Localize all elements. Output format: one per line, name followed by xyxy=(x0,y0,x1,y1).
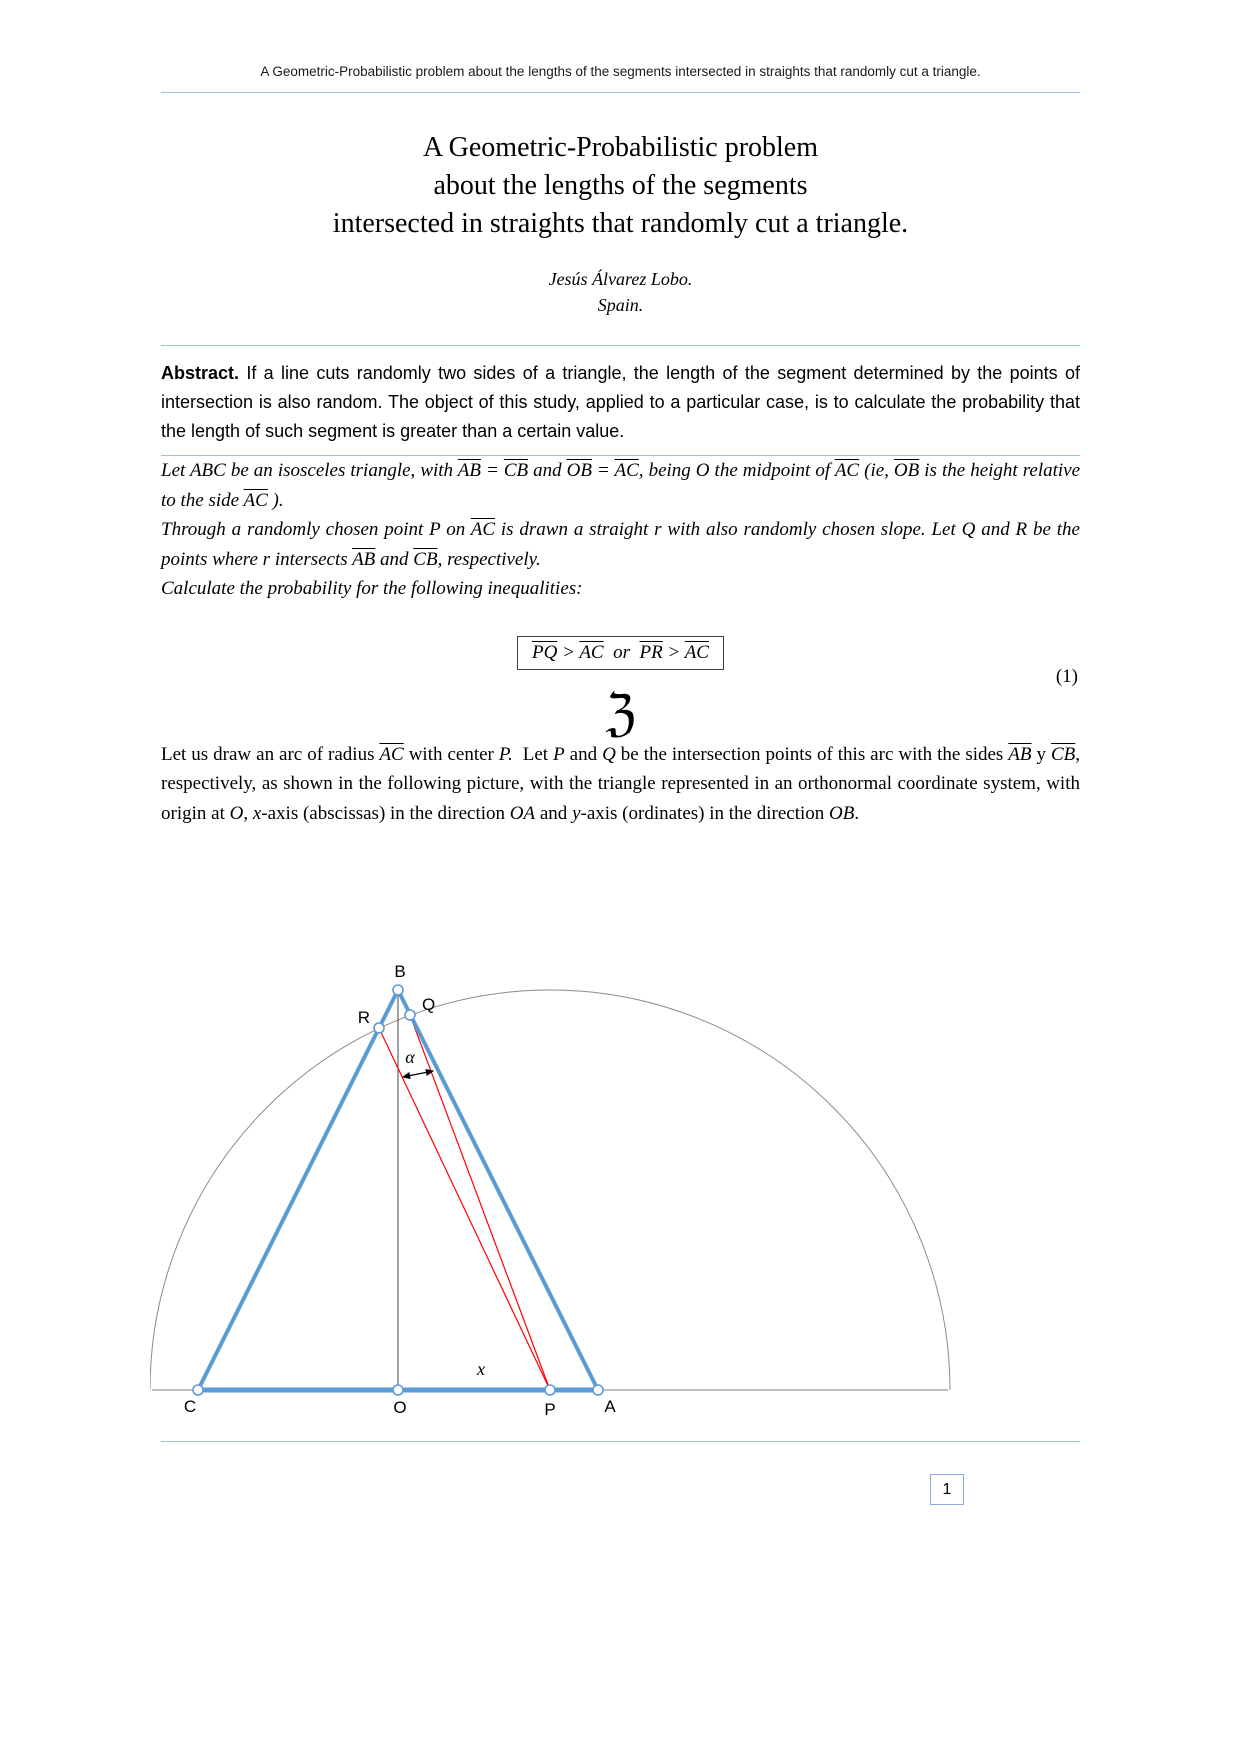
vertex-marker-a xyxy=(593,1385,603,1395)
text-run: $\overline{AC}$ xyxy=(614,460,639,481)
text-run: O xyxy=(229,802,244,824)
paragraph-arc-construction xyxy=(161,740,1085,829)
text-run: y xyxy=(1031,743,1051,765)
point-marker-p xyxy=(545,1385,555,1395)
text-run: $\overline{AB}$ xyxy=(457,460,481,481)
abstract-label: Abstract. xyxy=(161,363,240,383)
paragraph-triangle-definition xyxy=(161,456,1085,515)
running-header: A Geometric-Probabilistic problem about the lengths of the segments intersected in straights that randomly cut a triangle. xyxy=(260,64,981,79)
text-run: and xyxy=(564,743,603,765)
point-marker-r xyxy=(374,1023,384,1033)
label-p: P xyxy=(544,1400,556,1419)
text-run: is the height relative to the side xyxy=(161,460,1085,511)
text-run: $\overline{AC}$ xyxy=(243,489,268,511)
author-name: Jesús Álvarez Lobo. xyxy=(548,269,693,289)
text-run: $\overline{CB}$ xyxy=(503,460,529,481)
text-run: > xyxy=(662,641,685,663)
equation-number: (1) xyxy=(1055,665,1078,687)
page-content xyxy=(161,0,1085,828)
text-run: $\overline{AC}$ xyxy=(470,519,496,540)
title-line-2: about the lengths of the segments xyxy=(433,170,808,201)
header-divider xyxy=(161,92,1080,93)
text-run: -axis (ordinates) in the direction xyxy=(580,802,830,824)
abstract-text: If a line cuts randomly two sides of a triangle, the length of the segment determined by the points of intersection is also random. The object of this study, applied to a particular case, is to calculate the probability that the length of such segment is greater than a certain value. xyxy=(161,363,1080,441)
author-location: Spain. xyxy=(597,295,644,315)
text-run: y xyxy=(572,802,581,824)
text-run: $\overline{AC}$ xyxy=(834,460,860,481)
text-run: Let ABC be an isosceles triangle, with xyxy=(161,460,458,481)
text-run: , respectively, as shown in the following picture, with the triangle represented in an orthonormal coordinate system, with origin at xyxy=(161,743,1085,824)
text-run: . xyxy=(854,802,860,824)
text-run: $\overline{AB}$ xyxy=(352,548,376,570)
figure-triangle-with-arc xyxy=(150,953,1080,1433)
text-run: $\overline{AC}$ xyxy=(684,641,709,663)
arc-radius-ac xyxy=(150,990,950,1390)
text-run: P. xyxy=(498,743,513,765)
triangle-side-ab xyxy=(398,990,598,1390)
text-run: $\overline{PQ}$ xyxy=(532,641,558,663)
text-run: (ie, xyxy=(859,460,894,481)
equation-row xyxy=(161,636,1080,687)
text-run: > xyxy=(557,641,580,663)
vertex-marker-b xyxy=(393,985,403,995)
alpha-angle-arrow xyxy=(403,1071,433,1077)
title-line-1: A Geometric-Probabilistic problem xyxy=(422,132,819,163)
text-run: = xyxy=(591,460,615,481)
text-run: , respectively. xyxy=(437,548,541,570)
text-run: $\overline{CB}$ xyxy=(413,548,438,570)
title-line-3: intersected in straights that randomly cut a triangle. xyxy=(332,208,909,239)
section-ornament: ℨ xyxy=(605,683,636,742)
text-run: Let us draw an arc of radius xyxy=(161,743,380,765)
label-r: R xyxy=(357,1008,370,1027)
text-run: $\overline{AC}$ xyxy=(579,641,604,663)
text-run: x xyxy=(252,802,262,824)
text-run: be the intersection points of this arc with the sides xyxy=(615,743,1009,765)
abstract xyxy=(161,359,1080,446)
paper-title xyxy=(161,129,1080,243)
text-run: $\overline{OB}$ xyxy=(566,460,592,481)
page-number-box xyxy=(930,1474,964,1505)
text-run: , being O the midpoint of xyxy=(638,460,835,481)
footer-divider xyxy=(161,1441,1080,1442)
text-run: is drawn a straight r with also randomly chosen slope. Let Q and R be the points where r intersects xyxy=(161,519,1085,570)
text-run: $\overline{OB}$ xyxy=(893,460,920,481)
vertex-marker-c xyxy=(193,1385,203,1395)
text-run: $\overline{AC}$ xyxy=(379,743,404,765)
label-o: O xyxy=(393,1398,407,1417)
label-a: A xyxy=(604,1397,616,1416)
text-run: and xyxy=(528,460,567,481)
paragraph-problem-question xyxy=(161,574,1080,604)
text-run: = xyxy=(480,460,504,481)
red-line-pr xyxy=(379,1028,550,1390)
text-run: $\overline{CB}$ xyxy=(1050,743,1076,765)
equation-box xyxy=(517,636,724,670)
text-run: P xyxy=(553,743,565,765)
text-run: $\overline{AB}$ xyxy=(1008,743,1032,765)
label-alpha: α xyxy=(405,1047,415,1067)
text-run: $\overline{PR}$ xyxy=(639,641,663,663)
text-run: and xyxy=(375,548,414,570)
origin-marker-o xyxy=(393,1385,403,1395)
text-run: , xyxy=(243,802,253,824)
text-run: Calculate the probability for the following inequalities: xyxy=(161,578,583,599)
author-block xyxy=(161,266,1080,318)
point-marker-q xyxy=(405,1010,415,1020)
text-run: ). xyxy=(267,489,284,511)
text-run: OB xyxy=(829,802,855,824)
text-run: -axis (abscissas) in the direction xyxy=(261,802,510,824)
text-run: or xyxy=(603,641,640,663)
author-divider xyxy=(161,345,1080,346)
triangle-side-cb xyxy=(198,990,398,1390)
text-run: with center xyxy=(403,743,499,765)
label-b: B xyxy=(394,962,406,981)
paragraph-random-line xyxy=(161,515,1085,574)
text-run: Through a randomly chosen point P on xyxy=(161,519,471,540)
label-x: x xyxy=(477,1359,485,1379)
label-q: Q xyxy=(422,995,436,1014)
text-run: OA xyxy=(509,802,536,824)
text-run: and xyxy=(535,802,573,824)
text-run: Let xyxy=(512,743,554,765)
text-run: Q xyxy=(602,743,616,765)
label-c: C xyxy=(183,1397,197,1416)
page-number: 1 xyxy=(942,1480,952,1498)
